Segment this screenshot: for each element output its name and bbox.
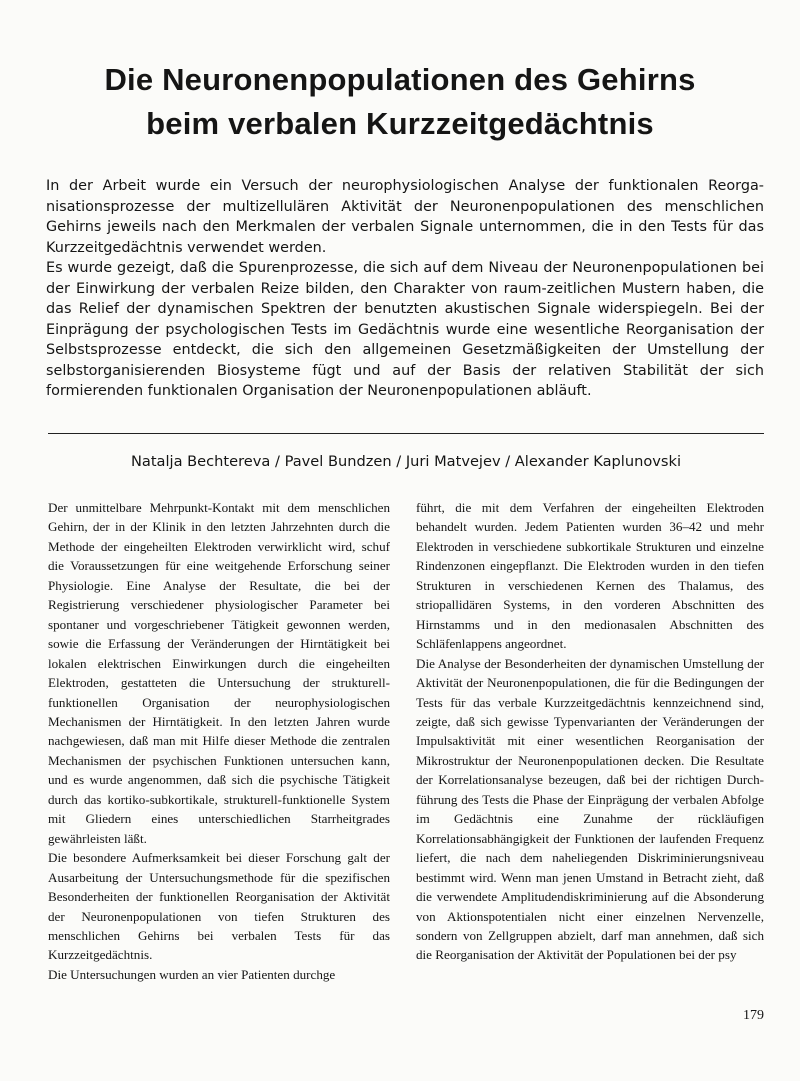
divider-rule [48, 433, 764, 434]
abstract [46, 176, 764, 402]
body-paragraph: Der unmittelbare Mehrpunkt-Kontakt mit dem menschlichen Gehirn, der in der Klinik in den letzten Jahrzehnten durch die Methode der eingeheilten Elektroden verwirklicht wird, schuf die Voraussetzungen für eine weitgehende Erforschung seiner Physiologie. Eine Analyse der Resultate, die bei der Registrierung verschiedener physiologischer Parameter bei spontaner und vorgeschriebener Tätigkeit gewonnen werden, sowie die Erfassung der Veränderungen der Hirntätigkeit bei lokalen elektrischen Einwirkungen durch die eingeheilten Elektroden, gestatteten die Untersuchung der strukturell-funktionellen Organisation der neurophysiologischen Mechanismen der Hirntätigkeit. In den letzten Jahren wurde nachgewiesen, daß man mit Hilfe dieser Methode die zentralen Mechanismen der psychischen Funktionen untersuchen kann, und es wurde angenommen, daß sich die psychische Tätigkeit durch das kortiko-subkortikale, strukturell-funktionelle System mit Gliedern eines unterschiedlichen Starrheitgrades gewährleisten läßt. [48, 500, 390, 846]
title-line-2: beim verbalen Kurzzeitgedächtnis [146, 106, 654, 141]
page-number: 179 [743, 1008, 764, 1023]
author-list: Natalja Bechtereva / Pavel Bundzen / Juri Matvejev / Alexander Kaplunovski [130, 453, 682, 470]
body-paragraph: Die besondere Aufmerksamkeit bei dieser Forschung galt der Ausarbeitung der Untersuchungsmethode für die spezifischen Besonderheiten der funktionellen Reorganisation der Aktivität der Neuronenpopulationen von tiefen Strukturen des menschlichen Gehirns bei verbalen Tests für das Kurzzeitgedächtnis. [48, 850, 390, 963]
abstract-paragraph: In der Arbeit wurde ein Versuch der neurophysiologischen Analyse der funktionalen Reorganisationsprozesse der multizellulären Aktivität der Neuronenpopulationen des menschlichen Gehirns jeweils nach den Merkmalen der verbalen Signale unternommen, die in den Tests für das Kurzzeitgedächtnis verwendet werden. [46, 178, 764, 256]
body-paragraph: Die Untersuchungen wurden an vier Patienten durchge [48, 966, 336, 982]
title-line-1: Die Neuronenpopulationen des Gehirns [104, 62, 696, 97]
article-title [40, 58, 760, 146]
body-column-left [48, 498, 390, 984]
body-column-right [416, 498, 764, 965]
abstract-paragraph: Es wurde gezeigt, daß die Spurenprozesse, die sich auf dem Niveau der Neuronenpopulationen bei der Einwirkung der verbalen Reize bilden, den Charakter von raum-zeitlichen Mustern haben, die das Relief der dynamischen Spektren der benutzten akustischen Signale widerspiegeln. Bei der Einprägung der psychologischen Tests im Gedächtnis wurde eine wesentliche Reorganisation der Selbstsprozesse entdeckt, die sich den allgemeinen Gesetzmäßigkeiten der Umstellung der selbstorganisierenden Biosysteme fügt und auf der Basis der relativen Stabilität der sich formierenden funktionalen Organisation der Neuronenpopulationen abläuft. [46, 260, 764, 399]
body-paragraph: Die Analyse der Besonderheiten der dynamischen Umstellung der Aktivität der Neuronenpopulationen, die für die Bedingungen der Tests für das verbale Kurzzeitgedächtnis kennzeichnend sind, zeigte, daß sich gewisse Typenvarianten der Veränderungen der Impulsaktivität mit einer wesentlichen Reorganisation der Mikrostruktur der Neuronenpopulationen decken. Die Resultate der Korrelationsanalyse bezeugen, daß bei der richtigen Durchführung des Tests die Phase der Einprägung der verbalen Abfolge im Gedächtnis eine Zunahme der rückläufigen Korrelationsabhängigkeit der Funktionen der laufenden Frequenz liefert, die nach dem naheliegenden Diskriminierungsniveau bestimmt wird. Wenn man jenen Umstand in Betracht zieht, daß die verwendete Amplitudendiskriminierung auf die Absonderung von Aktionspotentialen nicht einer einzelnen Nervenzelle, sondern von Zellgruppen abzielt, darf man annehmen, daß sich die Reorganisation der Aktivität der Populationen bei der psy [416, 655, 764, 963]
body-paragraph: führt, die mit dem Verfahren der eingeheilten Elektroden behandelt wurden. Jedem Patienten wurden 36–42 und mehr Elektroden in verschiedene subkortikale Strukturen und einzelne Rindenzonen eingepflanzt. Die Elektroden wurden in den tiefen Strukturen in verschiedenen Kernen des Thalamus, des striopallidären Systems, in den vorderen Abschnitten des Hirnstamms und in den medionasalen Abschnitten des Schläfenlappens angeordnet. [416, 500, 764, 652]
